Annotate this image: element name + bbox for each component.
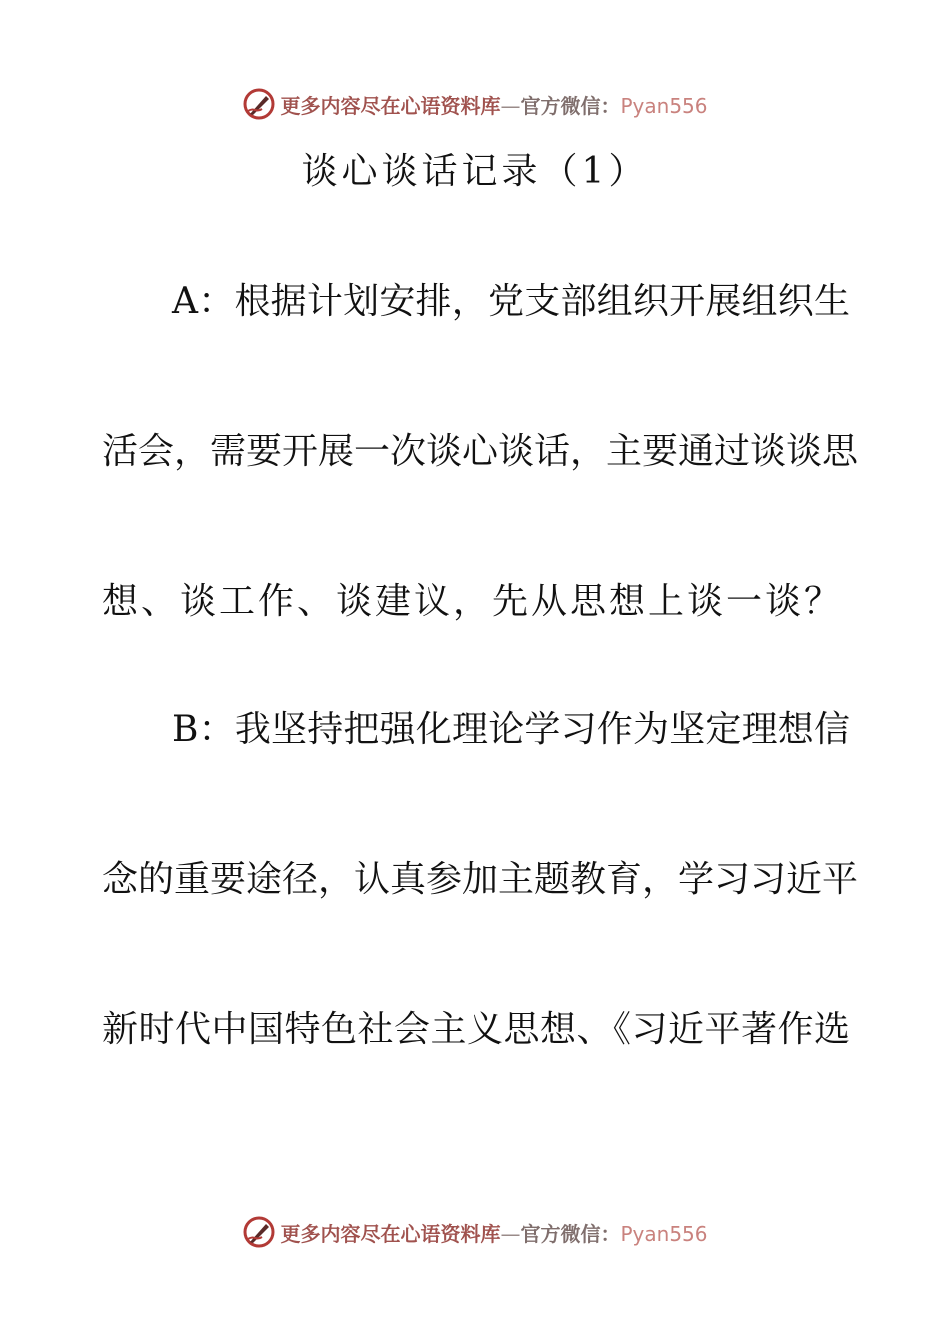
paragraph-a-line-1: A：根据计划安排，党支部组织开展组织生	[172, 281, 850, 322]
paragraph-a-line-2: 活会，需要开展一次谈心谈话，主要通过谈谈思	[102, 431, 859, 472]
paragraph-b-line-3: 新时代中国特色社会主义思想、《习近平著作选	[102, 1009, 850, 1050]
header-banner	[0, 84, 950, 124]
quill-pen-logo-icon	[242, 1215, 276, 1249]
paragraph-b-line-1: B：我坚持把强化理论学习作为坚定理想信	[172, 709, 850, 750]
footer-dash: —	[500, 1221, 521, 1246]
quill-pen-logo-icon	[242, 87, 276, 121]
footer-wechat-id: Pyan556	[620, 1221, 708, 1246]
header-site-name: 更多内容尽在心语资料库	[280, 93, 501, 118]
header-wechat-id: Pyan556	[620, 93, 708, 118]
header-wechat-label: 官方微信：	[520, 93, 621, 118]
paragraph-a-line-3: 想、谈工作、谈建议，先从思想上谈一谈？	[102, 581, 844, 622]
footer-wechat-label: 官方微信：	[520, 1221, 621, 1246]
header-banner-text	[280, 90, 707, 119]
footer-banner	[0, 1212, 950, 1252]
header-dash: —	[500, 93, 521, 118]
footer-banner-text	[280, 1218, 707, 1247]
document-title: 谈心谈话记录（1）	[301, 151, 649, 192]
paragraph-b-line-2: 念的重要途径，认真参加主题教育，学习习近平	[102, 859, 859, 900]
footer-site-name: 更多内容尽在心语资料库	[280, 1221, 501, 1246]
